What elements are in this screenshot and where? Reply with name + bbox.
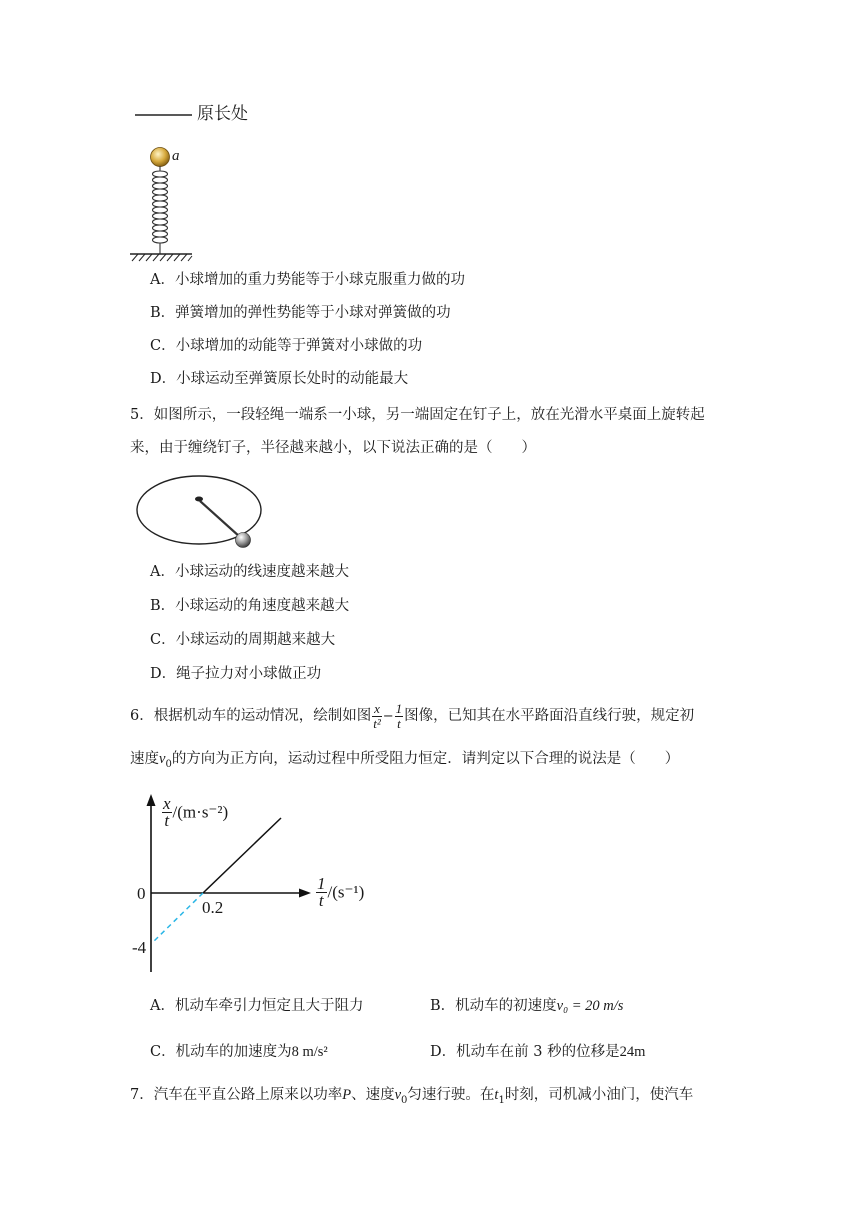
q6-option-c	[150, 1042, 328, 1062]
x-axis-label	[315, 876, 364, 909]
option-letter: C．	[150, 338, 176, 354]
question-number: 5．	[130, 407, 154, 423]
fraction-denominator: t	[164, 811, 170, 830]
question-text: 根据机动车的运动情况，绘制如图	[153, 708, 372, 724]
y-axis-label	[161, 796, 228, 829]
data-line-solid	[203, 818, 281, 893]
question-text: 如图所示，一段轻绳一端系一小球，另一端固定在钉子上，放在光滑水平桌面上旋转起	[153, 407, 705, 423]
q5-stem-line2: 来，由于缠绕钉子，半径越来越小，以下说法正确的是（ ）	[130, 440, 536, 456]
q6-stem-line1	[130, 700, 694, 733]
q7-stem-line1	[130, 1085, 693, 1111]
q4-option-d	[150, 369, 408, 389]
q5-option-d	[150, 664, 321, 684]
q5-option-c	[150, 630, 335, 650]
subscript: 0	[165, 758, 172, 770]
rotation-figure	[130, 470, 280, 555]
x-axis-unit: /(s⁻¹)	[327, 882, 365, 902]
ball-a-label: a	[172, 148, 180, 164]
y-axis-label-fraction	[162, 796, 172, 829]
rope	[200, 501, 240, 537]
option-text: 小球增加的重力势能等于小球克服重力做的功	[174, 272, 465, 288]
ball-a	[151, 148, 170, 167]
option-letter: A．	[150, 998, 175, 1014]
option-letter: B．	[430, 998, 456, 1014]
option-text: 弹簧增加的弹性势能等于小球对弹簧做的功	[175, 305, 451, 321]
question-text: 匀速行驶。在	[407, 1087, 495, 1103]
q5-option-a	[150, 562, 349, 582]
rotation-diagram	[130, 470, 280, 555]
q4-option-c	[150, 336, 422, 356]
variable-v: v	[394, 1087, 402, 1103]
option-text: 机动车的初速度	[455, 998, 557, 1014]
subscript: 0	[401, 1094, 408, 1106]
option-text: 机动车的加速度为	[175, 1044, 292, 1060]
subscript: 1	[498, 1094, 505, 1106]
spring-coil	[153, 166, 168, 254]
option-text: 小球运动的线速度越来越大	[174, 564, 349, 580]
q6-stem-line2	[130, 749, 679, 775]
question-text: 时刻，司机减小油门，使汽车	[504, 1087, 694, 1103]
question-text: 的方向为正方向，运动过程中所受阻力恒定．请判定以下合理的说法是（ ）	[171, 751, 680, 767]
question-text: 、速度	[351, 1087, 395, 1103]
q4-option-a	[150, 270, 465, 290]
q6-option-d	[430, 1042, 645, 1062]
option-letter: B．	[150, 305, 176, 321]
fraction-denominator: t	[318, 891, 324, 910]
option-letter: B．	[150, 598, 176, 614]
data-line-dashed	[152, 893, 203, 943]
option-letter: A．	[150, 564, 175, 580]
fraction-numerator: x	[374, 700, 380, 716]
q6-graph	[125, 790, 385, 980]
option-letter: D．	[150, 666, 177, 682]
option-math: 8 m/s²	[291, 1044, 328, 1060]
option-text: 机动车在前 3 秒的位移是	[456, 1044, 620, 1060]
y-axis-arrow	[147, 794, 156, 806]
fraction-numerator: 1	[317, 874, 326, 893]
variable-p: P	[342, 1087, 352, 1103]
origin-label: 0	[137, 884, 146, 903]
q5-option-b	[150, 596, 349, 616]
variable-v: v	[159, 751, 166, 767]
x-tick-label: 0.2	[202, 898, 224, 917]
y-tick-label: -4	[132, 938, 147, 957]
option-text: 小球增加的动能等于弹簧对小球做的功	[175, 338, 423, 354]
ball	[236, 533, 251, 548]
variable-t: t	[494, 1087, 499, 1103]
question-number: 7．	[130, 1087, 154, 1103]
x-axis-arrow	[299, 889, 311, 898]
q6-option-b	[430, 996, 623, 1016]
nail	[195, 497, 203, 502]
y-axis-unit: /(m·s⁻²)	[172, 802, 229, 822]
q4-option-b	[150, 303, 451, 323]
fraction-x-over-t2	[372, 702, 382, 731]
fraction-numerator: x	[163, 794, 171, 813]
option-letter: C．	[150, 1044, 176, 1060]
fraction-numerator: 1	[395, 700, 403, 716]
minus-sign: −	[382, 709, 394, 724]
option-letter: D．	[150, 371, 177, 387]
option-letter: D．	[430, 1044, 457, 1060]
question-number: 6．	[130, 708, 154, 724]
q6-option-a	[150, 996, 363, 1016]
option-text: 小球运动的周期越来越大	[175, 632, 336, 648]
x-axis-label-fraction	[316, 876, 327, 909]
fraction-denominator: t²	[373, 715, 381, 731]
question-text: 图像，已知其在水平路面沿直线行驶，规定初	[404, 708, 695, 724]
option-letter: A．	[150, 272, 175, 288]
ground-hatching	[132, 254, 192, 261]
question-text: 汽车在平直公路上原来以功率	[153, 1087, 343, 1103]
option-math: 24m	[619, 1044, 646, 1060]
option-text: 绳子拉力对小球做正功	[176, 666, 322, 682]
option-letter: C．	[150, 632, 176, 648]
fraction-1-over-t	[395, 702, 404, 731]
option-text: 小球运动至弹簧原长处时的动能最大	[176, 371, 409, 387]
q5-stem-line1	[130, 405, 705, 425]
option-text: 小球运动的角速度越来越大	[175, 598, 350, 614]
option-math: v₀ = 20 m/s	[556, 998, 624, 1014]
question-text: 速度	[130, 751, 159, 767]
fraction-denominator: t	[397, 715, 401, 731]
original-length-label: 原长处	[197, 104, 248, 124]
option-text: 机动车牵引力恒定且大于阻力	[174, 998, 364, 1014]
